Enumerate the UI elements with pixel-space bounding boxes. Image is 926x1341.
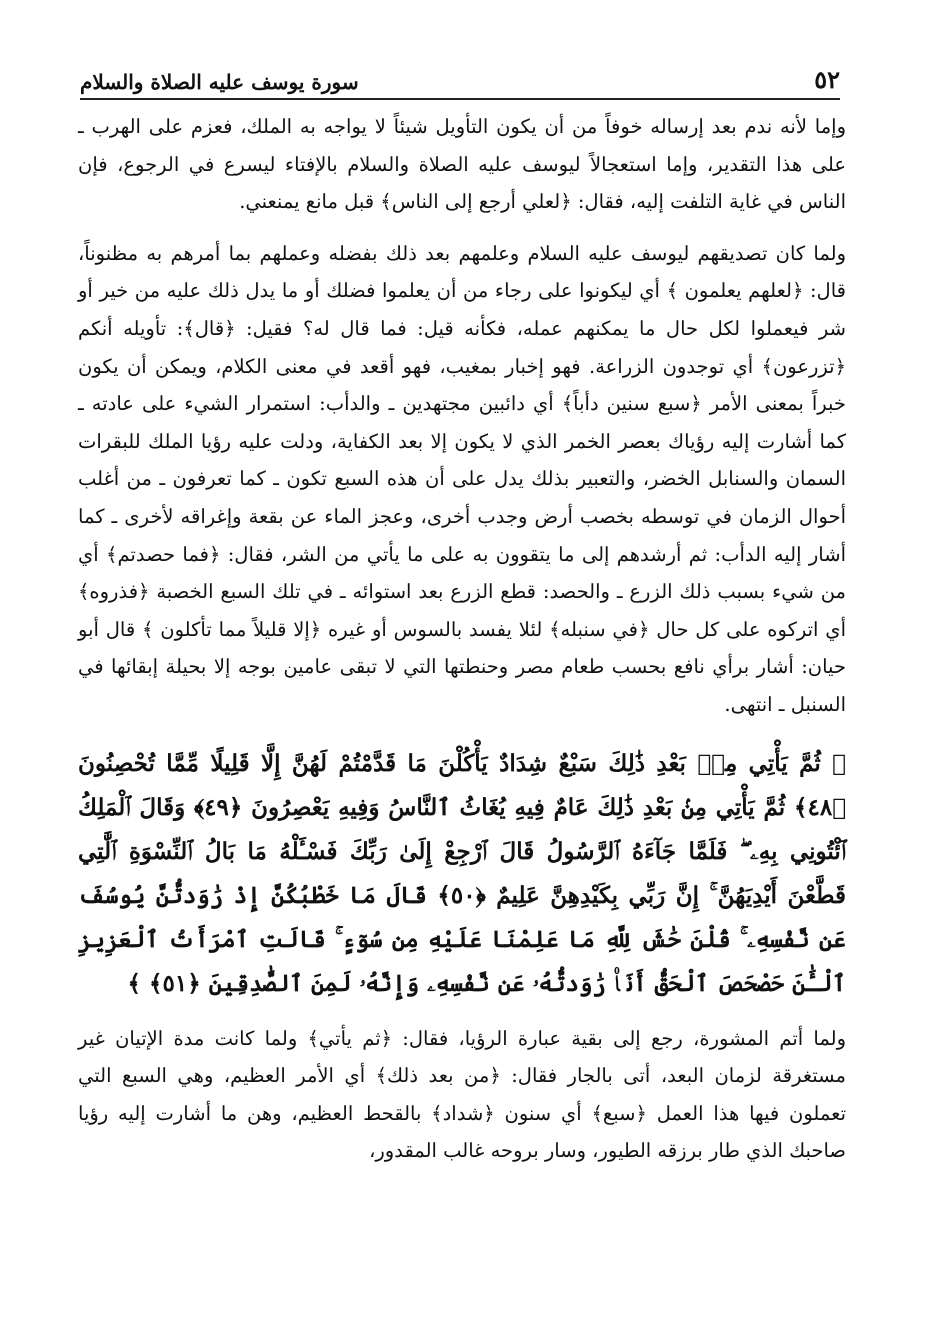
page-number: ٥٢ xyxy=(814,65,840,94)
paragraph: ولما كان تصديقهم ليوسف عليه السلام وعلمهم بعد ذلك بفضله وعملهم بما أمرهم به مظنوناً، قال: ﴿لعلهم يعلمون ﴾ أي ليكونوا على رجاء من أن يعلموا فضلك أو ما يدل ذلك عليه من خير أو شر فيعملوا لكل حال ما يمكنهم عمله، فكأنه قيل: فما قال له؟ فقيل: ﴿قال﴾: تأويله أنكم ﴿تزرعون﴾ أي توجدون الزراعة. فهو إخبار بمغيب، فهو أقعد في معنى الكلام، ويمكن أن يكون خبراً بمعنى الأمر ﴿سبع سنين دأباً﴾ أي دائبين مجتهدين ـ والدأب: استمرار الشيء على عادته ـ كما أشارت إليه رؤياك بعصر الخمر الذي لا يكون إلا بعد الكفاية، ودلت عليه رؤيا الملك للبقرات السمان والسنابل الخضر، والتعبير بذلك يدل على أن هذه السبع تكون ـ كما تعرفون ـ من أغلب أحوال الزمان في توسطه بخصب أرض وجدب أخرى، وعجز الماء عن بقعة وإغراقه لأخرى ـ كما أشار إليه الدأب: ثم أرشدهم إلى ما يتقوون به على ما يأتي من الشر، فقال: ﴿فما حصدتم﴾ أي من شيء بسبب ذلك الزرع ـ والحصد: قطع الزرع بعد استوائه ـ في تلك السبع الخصبة ﴿فذروه﴾ أي اتركوه على كل حال ﴿في سنبله﴾ لئلا يفسد بالسوس أو غيره ﴿إلا قليلاً مما تأكلون ﴾ قال أبو حيان: أشار برأي نافع بحسب طعام مصر وحنطتها التي لا تبقى عامين بوجه إلا بحيلة إبقائها في السنبل ـ انتهى. xyxy=(78,241,846,716)
page-header xyxy=(80,58,840,100)
running-title: سورة يوسف عليه الصلاة والسلام xyxy=(80,70,359,94)
paragraph-gap xyxy=(78,221,846,235)
body-text xyxy=(78,108,846,1170)
quran-passage: ﴿ ثُمَّ يَأْتِي مِنۢ بَعْدِ ذَٰلِكَ سَبْعٌ شِدَادٌ يَأْكُلْنَ مَا قَدَّمْتُمْ لَهُنَّ إِلَّا قَلِيلًا مِّمَّا تُحْصِنُونَ ﴿٤٨﴾ ثُمَّ يَأْتِي مِنۢ بَعْدِ ذَٰلِكَ عَامٌ فِيهِ يُغَاثُ ٱلنَّاسُ وَفِيهِ يَعْصِرُونَ ﴿٤٩﴾ وَقَالَ ٱلْمَلِكُ ٱئْتُونِي بِهِۦ ۖ فَلَمَّا جَآءَهُ ٱلرَّسُولُ قَالَ ٱرْجِعْ إِلَىٰ رَبِّكَ فَسْـَٔلْهُ مَا بَالُ ٱلنِّسْوَةِ ٱلَّٰتِي قَطَّعْنَ أَيْدِيَهُنَّ ۚ إِنَّ رَبِّي بِكَيْدِهِنَّ عَلِيمٌ ﴿٥٠﴾ قَالَ مَا خَطْبُكُنَّ إِذْ رَٰوَدتُّنَّ يُوسُفَ عَن نَّفْسِهِۦ ۚ قُلْنَ حَٰشَ لِلَّهِ مَا عَلِمْنَا عَلَيْهِ مِن سُوٓءٍ ۚ قَالَتِ ٱمْرَأَتُ ٱلْعَزِيزِ ٱلْـَٰٔنَ حَصْحَصَ ٱلْحَقُّ أَنَا۠ رَٰوَدتُّهُۥ عَن نَّفْسِهِۦ وَإِنَّهُۥ لَمِنَ ٱلصَّٰدِقِينَ ﴿٥١﴾ ﴾ xyxy=(78,749,847,997)
closing-paragraph: ولما أتم المشورة، رجع إلى بقية عبارة الرؤيا، فقال: ﴿ثم يأتي﴾ ولما كانت مدة الإتيان غير مستغرقة لزمان البعد، أتى بالجار فقال: ﴿من بعد ذلك﴾ أي الأمر العظيم، وهي السبع التي تعملون فيها هذا العمل ﴿سبع﴾ أي سنون ﴿شداد﴾ بالقحط العظيم، وهن ما أشارت إليه رؤيا صاحبك الذي طار برزقه الطيور، وسار بروحه غالب المقدور، xyxy=(78,1026,846,1163)
paragraph: وإما لأنه ندم بعد إرساله خوفاً من أن يكون التأويل شيئاً لا يواجه به الملك، فعزم على الهرب ـ على هذا التقدير، وإما استعجالاً ليوسف عليه الصلاة والسلام بالإفتاء ليسرع في الرجوع، فإن الناس في غاية التلفت إليه، فقال: ﴿لعلي أرجع إلى الناس﴾ قبل مانع يمنعني. xyxy=(78,115,846,214)
